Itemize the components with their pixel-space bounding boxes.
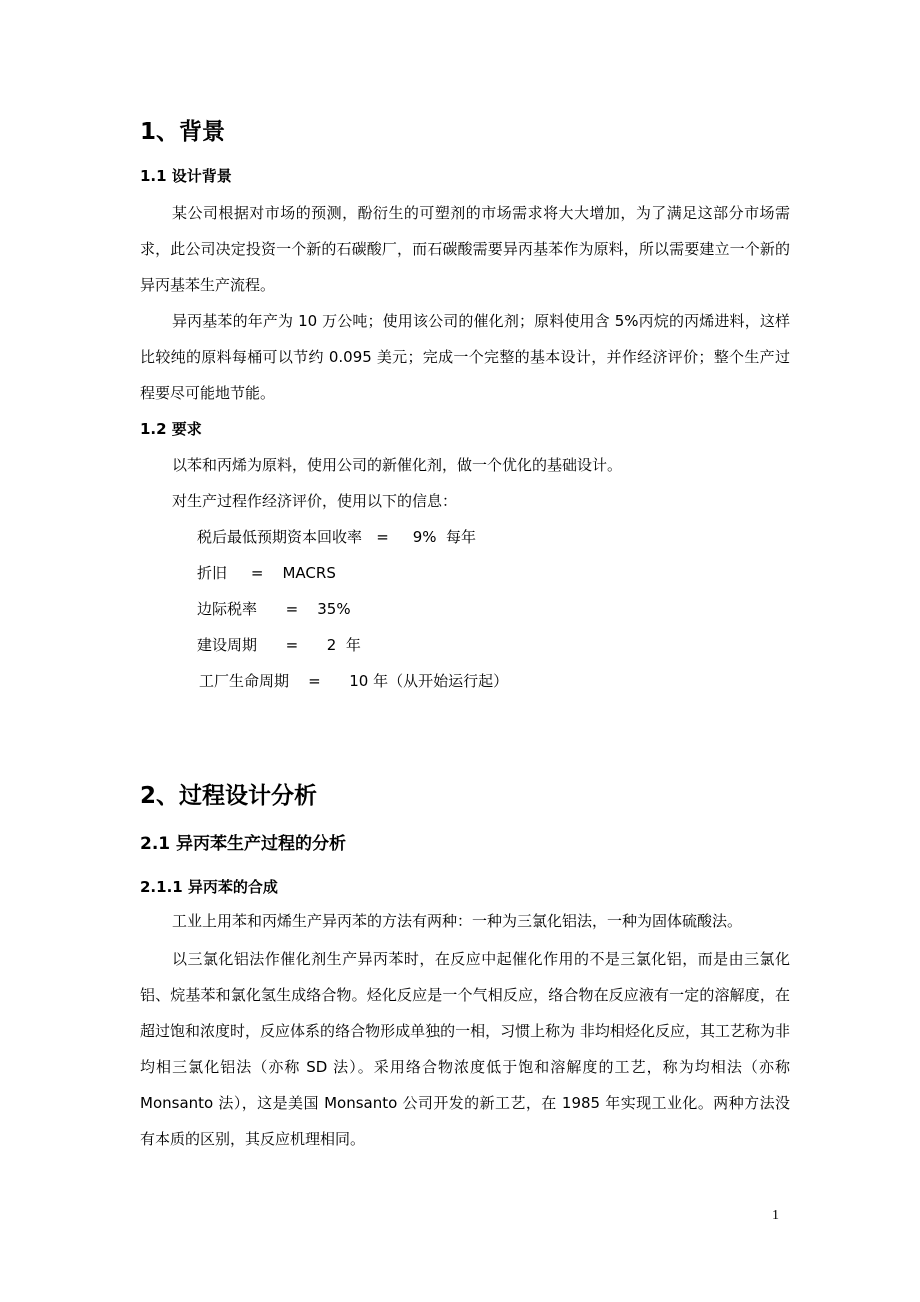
requirement-line-2: 对生产过程作经济评价，使用以下的信息： (172, 492, 458, 510)
parameter-plant-life: 工厂生命周期 = 10 年（从开始运行起） (199, 672, 509, 690)
parameter-tax-rate: 边际税率 = 35% (197, 600, 351, 618)
requirement-line-1: 以苯和丙烯为原料，使用公司的新催化剂，做一个优化的基础设计。 (172, 456, 623, 474)
subsection-1-1-heading: 1.1 设计背景 (140, 167, 232, 185)
subsection-1-2-heading: 1.2 要求 (140, 420, 202, 438)
parameter-return-rate: 税后最低预期资本回收率 = 9% 每年 (197, 528, 477, 546)
section-1-heading: 1、背景 (140, 119, 226, 145)
subsection-2-1-1-heading: 2.1.1 异丙苯的合成 (140, 878, 278, 896)
subsection-2-1-heading: 2.1 异丙苯生产过程的分析 (140, 834, 347, 854)
section-2-heading: 2、过程设计分析 (140, 783, 318, 809)
background-paragraph-1: 某公司根据对市场的预测，酚衍生的可塑剂的市场需求将大大增加，为了满足这部分市场需求，此公司决定投资一个新的石碳酸厂，而石碳酸需要异丙基苯作为原料，所以需要建立一个新的异丙基苯生产流程。 (140, 204, 790, 294)
background-paragraph-2: 异丙基苯的年产为 10 万公吨；使用该公司的催化剂；原料使用含 5%丙烷的丙烯进料，这样比较纯的原料每桶可以节约 0.095 美元；完成一个完整的基本设计，并作经济评价；整个生产过程要尽可能地节能。 (140, 312, 790, 402)
page-number: 1 (772, 1208, 779, 1223)
synthesis-paragraph-1: 工业上用苯和丙烯生产异丙苯的方法有两种：一种为三氯化铝法，一种为固体硫酸法。 (172, 912, 743, 930)
parameter-construction-period: 建设周期 = 2 年 (197, 636, 361, 654)
synthesis-paragraph-2: 以三氯化铝法作催化剂生产异丙苯时，在反应中起催化作用的不是三氯化铝，而是由三氯化铝、烷基苯和氯化氢生成络合物。烃化反应是一个气相反应，络合物在反应液有一定的溶解度，在超过饱和浓度时，反应体系的络合物形成单独的一相，习惯上称为 非均相烃化反应，其工艺称为非均相三氯化铝法（亦称 SD 法）。采用络合物浓度低于饱和溶解度的工艺，称为均相法（亦称 Monsanto 法），这是美国 Monsanto 公司开发的新工艺，在 1985 年实现工业化。两种方法没有本质的区别，其反应机理相同。 (140, 950, 790, 1148)
parameter-depreciation: 折旧 = MACRS (197, 564, 336, 582)
